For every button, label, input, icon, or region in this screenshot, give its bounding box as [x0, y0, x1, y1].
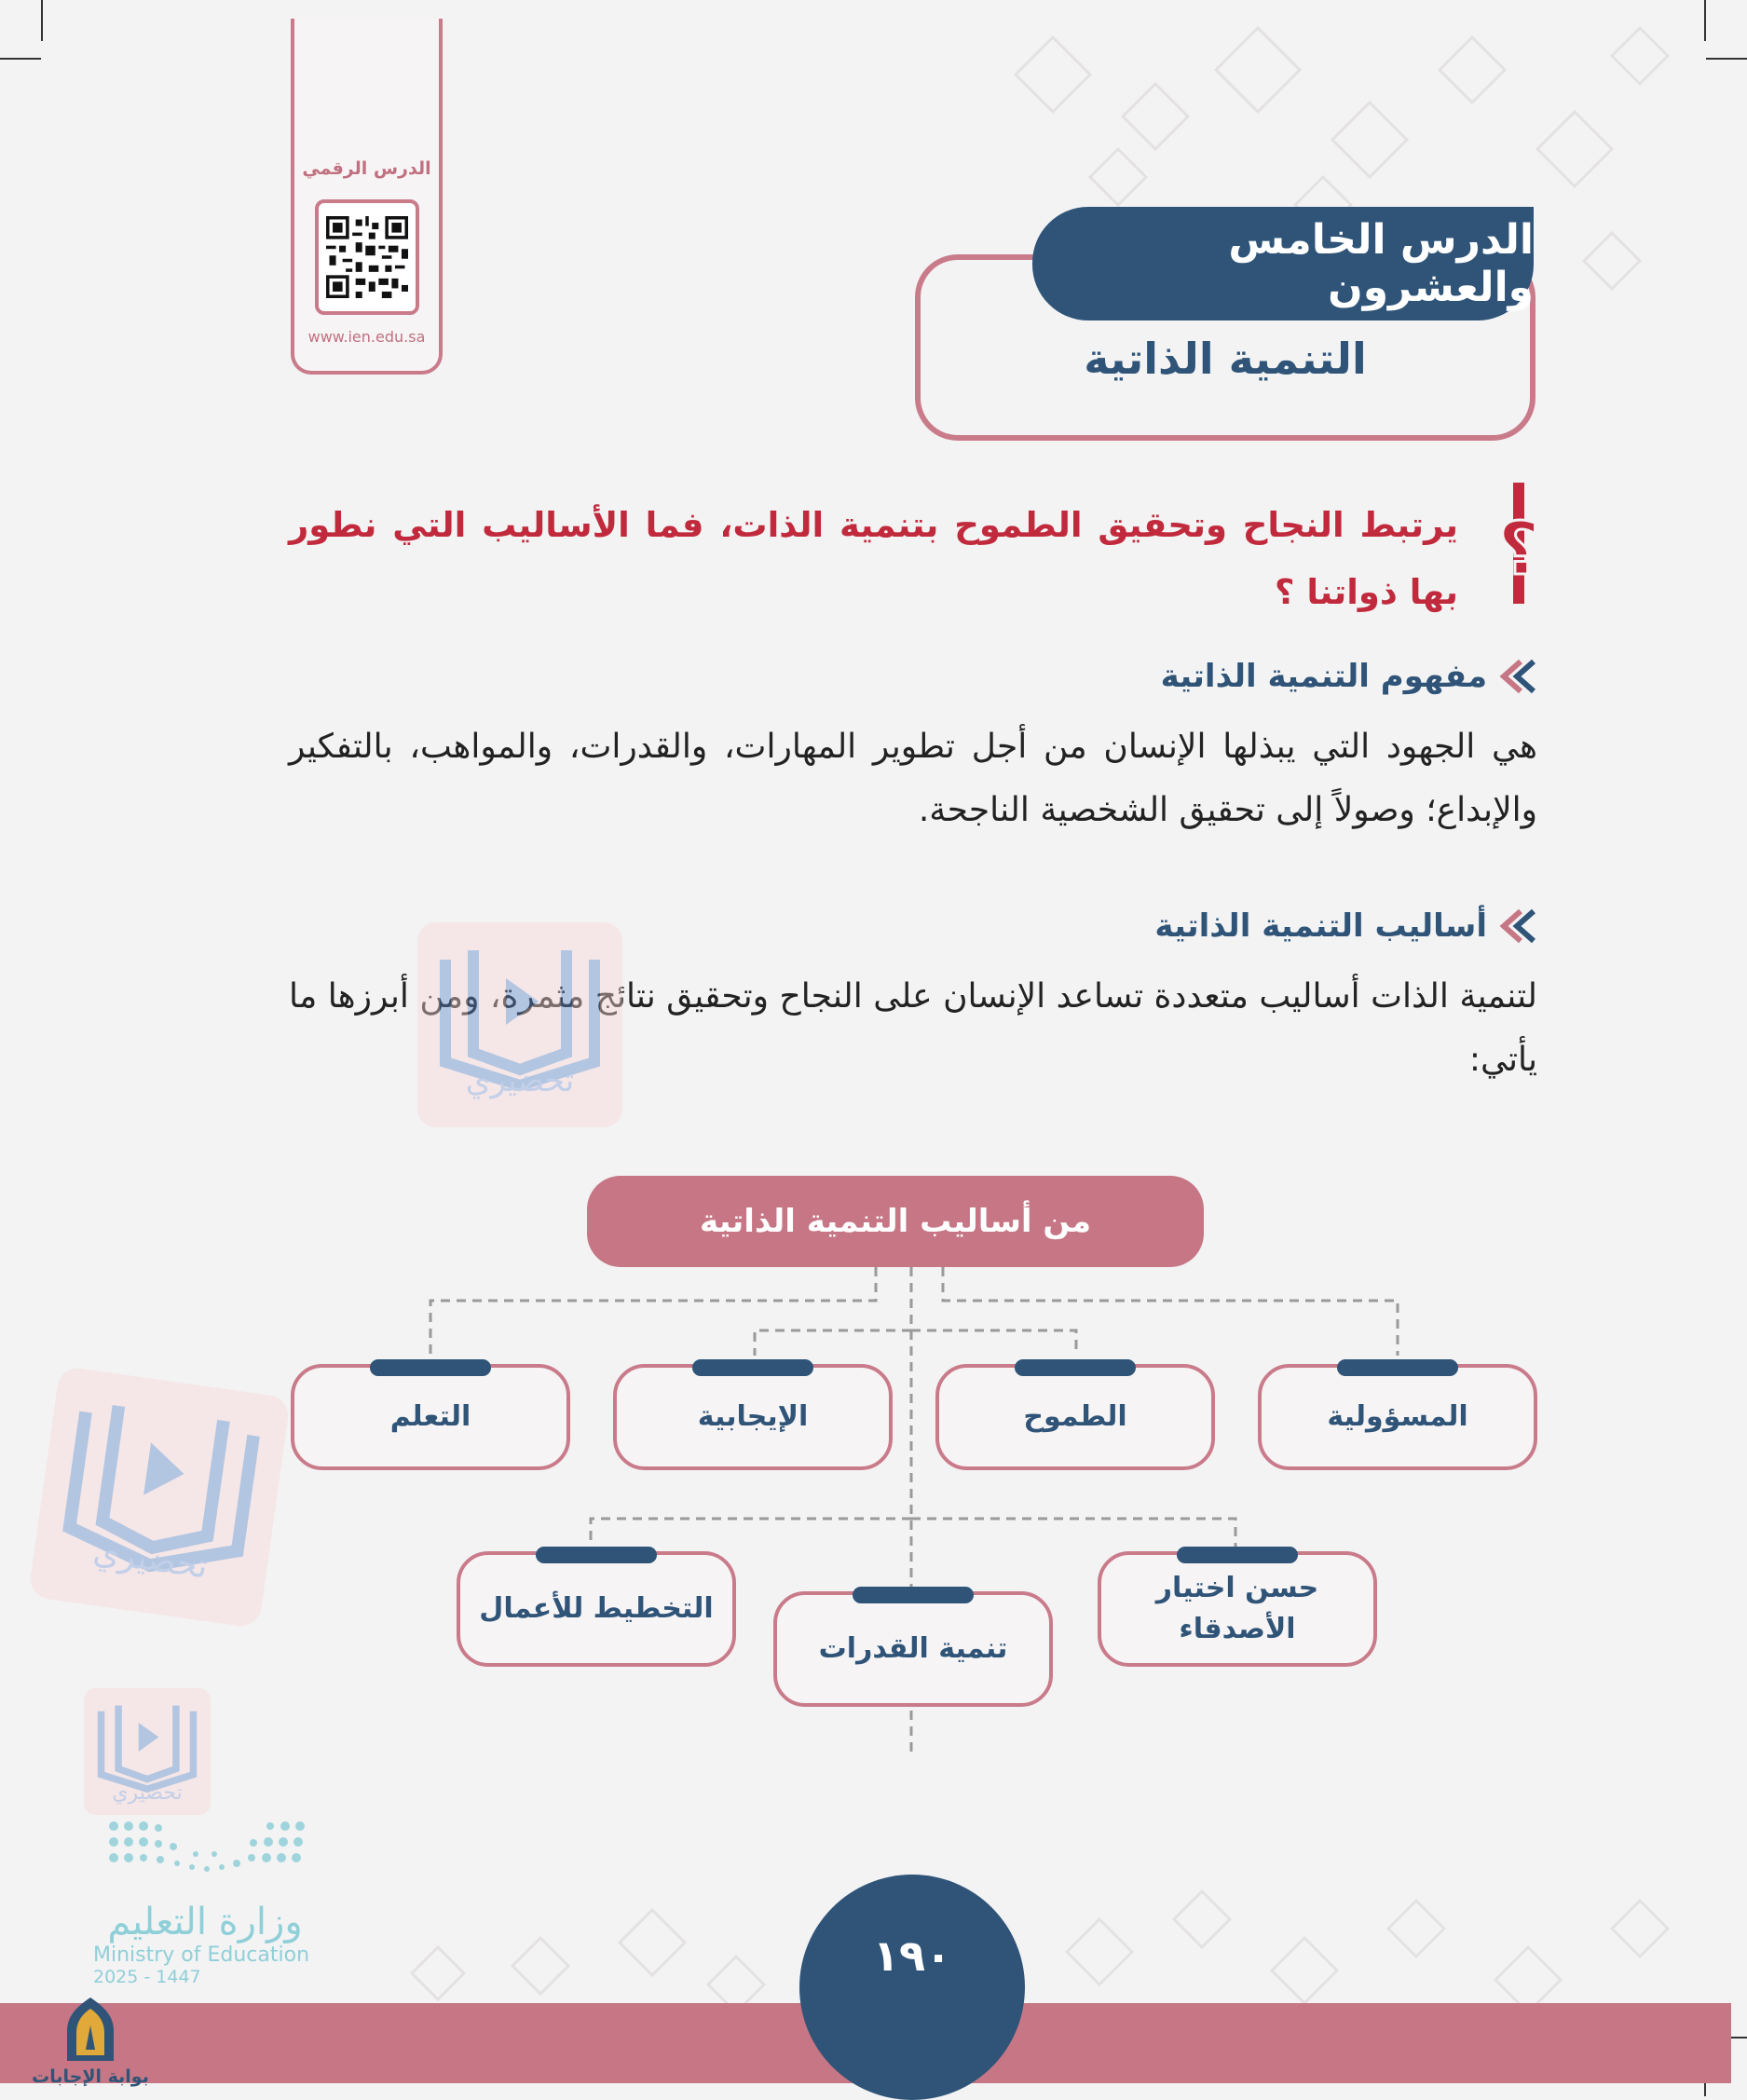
watermark-logo: [28, 1366, 291, 1629]
watermark-text: تحضيري: [465, 1062, 575, 1099]
method-node-label: الإيجابية: [697, 1400, 809, 1433]
lesson-number-banner: الدرس الخامس والعشرون: [1032, 207, 1534, 320]
method-node-choosing-friends: [1098, 1551, 1377, 1667]
method-node-responsibility: [1258, 1364, 1537, 1470]
methods-heading-text: أساليب التنمية الذاتية: [1154, 907, 1487, 945]
portal-logo-icon: [58, 1994, 123, 2065]
method-node-developing-abilities: [773, 1591, 1053, 1707]
site-url[interactable]: www.ien.edu.sa: [307, 328, 426, 346]
watermark-text: تحضيري: [112, 1781, 183, 1805]
diagram-title: من أساليب التنمية الذاتية: [587, 1176, 1204, 1267]
concept-paragraph: هي الجهود التي يبذلها الإنسان من أجل تطوير المهارات، والقدرات، والمواهب، بالتفكير والإبداع؛ وصولاً إلى تحقيق الشخصية الناجحة.: [289, 728, 1537, 829]
ministry-year: 2025 - 1447: [93, 1967, 201, 1987]
watermark-logo: [84, 1688, 211, 1815]
portal-label[interactable]: بوابة الإجابات: [32, 2066, 149, 2087]
watermark-text: تحضيري: [90, 1532, 211, 1587]
node-cap: [1177, 1547, 1298, 1563]
node-cap: [853, 1587, 974, 1603]
svg-text:؟: ؟: [1497, 508, 1540, 592]
node-cap: [692, 1359, 813, 1376]
methods-paragraph: لتنمية الذات أساليب متعددة تساعد الإنسان على النجاح وتحقيق نتائج مثمرة، ومن أبرزها ما يأتي:: [289, 977, 1537, 1079]
method-node-label: الطموح: [1023, 1400, 1127, 1433]
node-cap: [1015, 1359, 1136, 1376]
ministry-name-en: Ministry of Education: [93, 1943, 310, 1967]
method-node-planning-work: [457, 1551, 736, 1667]
method-node-label: التخطيط للأعمال: [479, 1592, 714, 1625]
method-node-label: التعلم: [389, 1400, 471, 1433]
ministry-logo: [93, 1901, 317, 1987]
method-node-label: تنمية القدرات: [818, 1632, 1008, 1665]
concept-heading-text: مفهوم التنمية الذاتية: [1160, 658, 1487, 695]
ministry-dots-logo: [102, 1817, 317, 1882]
node-cap: [536, 1547, 657, 1563]
node-cap: [370, 1359, 491, 1376]
digital-lesson-label: الدرس الرقمي: [302, 158, 431, 179]
method-node-learning: [291, 1364, 570, 1470]
node-cap: [1337, 1359, 1458, 1376]
method-node-label: حسن اختيار الأصدقاء: [1155, 1572, 1319, 1645]
watermark-logo: [417, 922, 622, 1127]
page-number: ١٩٠: [872, 1930, 952, 1981]
ministry-name-ar: وزارة التعليم: [107, 1901, 303, 1943]
lesson-title: التنمية الذاتية: [1084, 334, 1367, 384]
page-number-badge: [799, 1875, 1025, 2100]
method-node-label: المسؤولية: [1327, 1400, 1468, 1433]
opening-question: يرتبط النجاح وتحقيق الطموح بتنمية الذات، فما الأساليب التي نطور بها ذواتنا ؟: [289, 505, 1458, 612]
method-node-positivity: [613, 1364, 893, 1470]
method-node-ambition: [935, 1364, 1215, 1470]
